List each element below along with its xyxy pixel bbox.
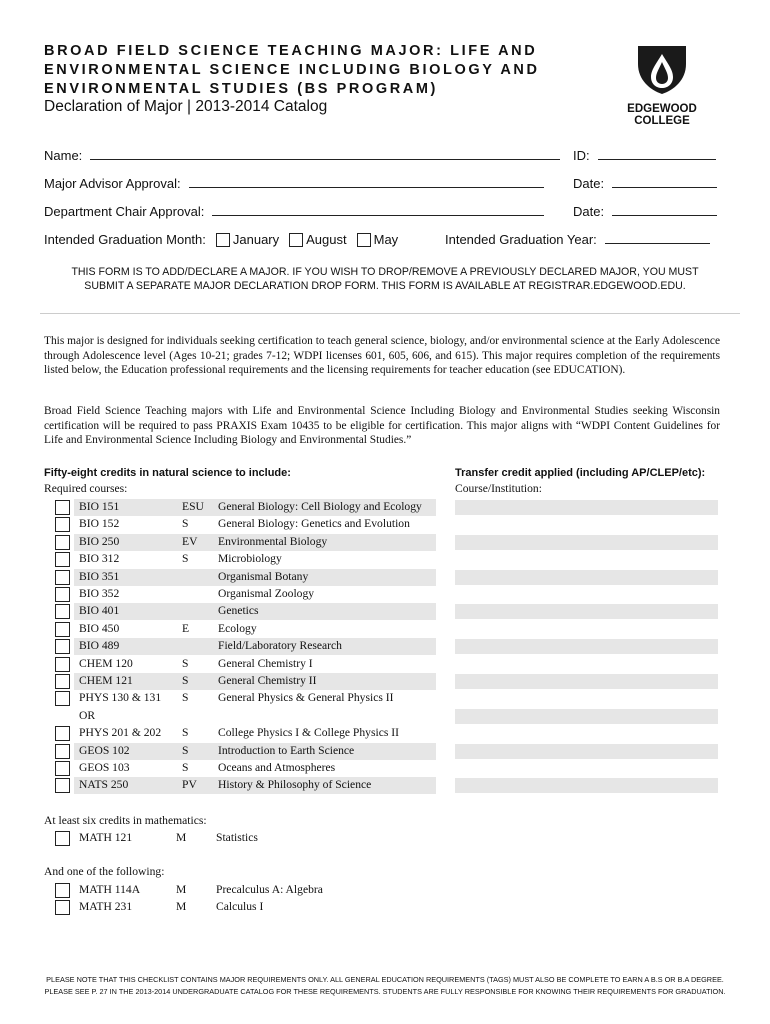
course-code: BIO 401 <box>79 604 120 618</box>
chair-line[interactable] <box>212 214 544 216</box>
course-code: OR <box>79 708 96 722</box>
course-row <box>44 690 436 707</box>
transfer-credit-line[interactable] <box>455 744 718 759</box>
footer-line: PLEASE SEE P. 27 IN THE 2013-2014 UNDERGRADUATE CATALOG FOR THESE REQUIREMENTS. STUDENTS ARE FULLY RESPONSIBLE FOR KNOWING THEIR REQUIREMENTS FOR GRADUATION. <box>44 987 726 996</box>
may-checkbox[interactable] <box>357 233 371 247</box>
math-choice-heading: And one of the following: <box>44 865 165 878</box>
course-code: NATS 250 <box>79 778 129 792</box>
course-tag: EV <box>182 534 198 548</box>
transfer-credit-line[interactable] <box>455 517 718 532</box>
course-code: MATH 114A <box>79 883 141 896</box>
course-checkbox[interactable] <box>55 883 70 898</box>
course-name: Introduction to Earth Science <box>218 743 355 757</box>
course-row <box>44 777 436 794</box>
course-code: BIO 151 <box>79 500 120 513</box>
notice-line: SUBMIT A SEPARATE MAJOR DECLARATION DROP FORM. THIS FORM IS AVAILABLE AT REGISTRAR.EDGEWOOD.EDU. <box>84 280 686 292</box>
course-code: MATH 121 <box>79 831 133 844</box>
course-code: PHYS 130 & 131 <box>79 691 162 705</box>
transfer-credit-line[interactable] <box>455 674 718 689</box>
course-code: BIO 312 <box>79 552 120 566</box>
course-checkbox[interactable] <box>55 587 70 602</box>
course-code: BIO 152 <box>79 517 120 531</box>
course-checkbox[interactable] <box>55 552 70 567</box>
course-code: GEOS 103 <box>79 761 130 774</box>
course-name: Ecology <box>218 621 257 635</box>
divider <box>40 313 740 314</box>
course-name: Precalculus A: Algebra <box>216 883 323 896</box>
course-tag: S <box>182 691 189 705</box>
course-name: Microbiology <box>218 552 282 566</box>
course-name: General Biology: Cell Biology and Ecology <box>218 500 422 513</box>
transfer-credit-line[interactable] <box>455 587 718 602</box>
course-name: Organismal Botany <box>218 569 309 583</box>
course-checkbox[interactable] <box>55 535 70 550</box>
course-name: General Chemistry I <box>218 656 313 670</box>
graduation-year-label: Intended Graduation Year: <box>445 232 597 247</box>
course-checkbox[interactable] <box>55 761 70 776</box>
course-row <box>44 638 436 655</box>
transfer-credit-line[interactable] <box>455 570 718 585</box>
course-tag: S <box>182 552 189 566</box>
course-tag: M <box>176 883 187 896</box>
course-tag: S <box>182 726 189 740</box>
course-checkbox[interactable] <box>55 691 70 706</box>
transfer-heading: Transfer credit applied (including AP/CLEP/etc): <box>455 467 706 479</box>
college-name: EDGEWOOD COLLEGE <box>627 103 697 127</box>
certification-paragraph: Broad Field Science Teaching majors with Life and Environmental Science Including Biology and Environmental Studies seeking Wisconsin certification will be required to pass PRAXIS Exam 10435 to be eligible for certification. This major aligns with “WDPI Content Guidelines for Life and Environmental Science Including Biology and Environmental Studies.” <box>44 405 720 446</box>
course-row <box>44 603 436 620</box>
chair-field[interactable] <box>44 204 544 219</box>
transfer-credit-line[interactable] <box>455 726 718 741</box>
course-checkbox[interactable] <box>55 604 70 619</box>
course-row <box>44 673 436 690</box>
footer-note <box>20 974 750 998</box>
name-label: Name: <box>44 148 83 163</box>
college-logo <box>600 42 724 127</box>
transfer-credit-line[interactable] <box>455 552 718 567</box>
transfer-credit-line[interactable] <box>455 778 718 793</box>
transfer-credit-line[interactable] <box>455 709 718 724</box>
course-row <box>44 656 436 673</box>
course-name: General Chemistry II <box>218 674 317 687</box>
graduation-year-field[interactable] <box>445 232 710 247</box>
advisor-label: Major Advisor Approval: <box>44 176 181 191</box>
name-field[interactable] <box>44 148 560 163</box>
course-name: Statistics <box>216 831 258 844</box>
course-row <box>44 899 436 916</box>
august-checkbox[interactable] <box>289 233 303 247</box>
graduation-month-field <box>44 232 398 247</box>
date-label: Date: <box>573 204 605 219</box>
course-tag: S <box>182 674 189 687</box>
course-name: Environmental Biology <box>218 534 328 548</box>
course-checkbox[interactable] <box>55 517 70 532</box>
course-checkbox[interactable] <box>55 900 70 915</box>
course-tag: M <box>176 900 187 914</box>
title-line: ENVIRONMENTAL SCIENCE INCLUDING BIOLOGY AND <box>44 62 540 78</box>
course-code: CHEM 120 <box>79 656 133 670</box>
course-code: MATH 231 <box>79 900 133 914</box>
transfer-credit-line[interactable] <box>455 761 718 776</box>
course-row <box>44 551 436 568</box>
course-checkbox[interactable] <box>55 726 70 741</box>
course-code: CHEM 121 <box>79 674 133 687</box>
course-name: Oceans and Atmospheres <box>218 761 336 774</box>
id-label: ID: <box>573 148 590 163</box>
notice-line: THIS FORM IS TO ADD/DECLARE A MAJOR. IF YOU WISH TO DROP/REMOVE A PREVIOUSLY DECLARED MAJOR, YOU MUST <box>71 266 699 278</box>
course-name: General Physics & General Physics II <box>218 691 394 705</box>
course-tag: S <box>182 656 189 670</box>
title-line: ENVIRONMENTAL STUDIES (BS PROGRAM) <box>44 81 438 97</box>
form-subtitle: Declaration of Major | 2013-2014 Catalog <box>44 98 328 115</box>
chair-date-line[interactable] <box>612 214 717 216</box>
transfer-subheading: Course/Institution: <box>455 482 542 495</box>
course-name: Field/Laboratory Research <box>218 639 342 653</box>
course-checkbox[interactable] <box>55 831 70 846</box>
course-checkbox[interactable] <box>55 639 70 654</box>
intro-paragraph: This major is designed for individuals seeking certification to teach general science, biology, and/or environmental science at the Early Adolescence through Adolescence level (Ages 10-21; grades 7-12; WDPI licenses 601, 605, 606, and 615). This major requires completion of the requirements listed below, the Education professional requirements and the licensing requirements for teacher education (see EDUCATION). <box>44 335 720 376</box>
graduation-month-label: Intended Graduation Month: <box>44 232 206 247</box>
august-label: August <box>306 232 347 247</box>
name-line[interactable] <box>90 158 560 160</box>
transfer-credit-line[interactable] <box>455 691 718 706</box>
course-row <box>44 569 436 586</box>
course-tag: ESU <box>182 500 204 513</box>
id-field[interactable] <box>573 148 716 163</box>
math-heading: At least six credits in mathematics: <box>44 814 207 827</box>
science-heading: Fifty-eight credits in natural science to include: <box>44 467 291 479</box>
course-row <box>44 725 436 742</box>
course-row <box>44 882 436 899</box>
course-code: BIO 250 <box>79 534 120 548</box>
course-code: BIO 351 <box>79 569 120 583</box>
footer-line: PLEASE NOTE THAT THIS CHECKLIST CONTAINS MAJOR REQUIREMENTS ONLY. ALL GENERAL EDUCATION REQUIREMENTS (TAGS) MUST ALSO BE COMPLETE TO EARN A B.S OR B.A DEGREE. <box>46 975 724 984</box>
course-row <box>44 499 436 516</box>
course-code: BIO 489 <box>79 639 120 653</box>
chair-label: Department Chair Approval: <box>44 204 205 219</box>
id-line[interactable] <box>598 158 716 160</box>
course-tag: S <box>182 761 189 774</box>
course-name: Calculus I <box>216 900 264 914</box>
course-row <box>44 586 436 603</box>
course-row <box>44 621 436 638</box>
course-checkbox[interactable] <box>55 500 70 515</box>
january-checkbox[interactable] <box>216 233 230 247</box>
course-name: Organismal Zoology <box>218 587 315 600</box>
transfer-credit-line[interactable] <box>455 657 718 672</box>
shield-icon <box>634 42 690 96</box>
transfer-credit-line[interactable] <box>455 500 718 515</box>
course-name: History & Philosophy of Science <box>218 778 372 792</box>
course-code: GEOS 102 <box>79 743 130 757</box>
title-line: BROAD FIELD SCIENCE TEACHING MAJOR: LIFE AND <box>44 43 538 59</box>
course-code: BIO 450 <box>79 621 120 635</box>
advisor-date-line[interactable] <box>612 186 717 188</box>
transfer-credit-line[interactable] <box>455 639 718 654</box>
declaration-notice <box>40 265 730 293</box>
transfer-credit-line[interactable] <box>455 604 718 619</box>
row-background <box>74 708 436 725</box>
advisor-field[interactable] <box>44 176 544 191</box>
date-label: Date: <box>573 176 605 191</box>
course-row <box>44 760 436 777</box>
january-label: January <box>232 232 280 247</box>
course-row <box>44 534 436 551</box>
course-checkbox[interactable] <box>55 674 70 689</box>
course-name: General Biology: Genetics and Evolution <box>218 517 410 531</box>
course-checkbox[interactable] <box>55 778 70 793</box>
course-checkbox[interactable] <box>55 744 70 759</box>
transfer-credit-line[interactable] <box>455 535 718 550</box>
course-row <box>44 743 436 760</box>
course-tag: M <box>176 831 187 844</box>
course-code: BIO 352 <box>79 587 120 600</box>
course-tag: PV <box>182 778 197 792</box>
course-checkbox[interactable] <box>55 657 70 672</box>
form-title <box>44 42 564 99</box>
course-tag: S <box>182 517 189 531</box>
course-tag: E <box>182 621 190 635</box>
course-row <box>44 830 436 847</box>
course-row <box>44 516 436 533</box>
course-checkbox[interactable] <box>55 570 70 585</box>
transfer-credit-line[interactable] <box>455 622 718 637</box>
course-code: PHYS 201 & 202 <box>79 726 162 740</box>
course-name: Genetics <box>218 604 259 618</box>
required-courses-label: Required courses: <box>44 482 128 495</box>
chair-date-field[interactable] <box>573 204 717 219</box>
advisor-line[interactable] <box>189 186 544 188</box>
course-tag: S <box>182 743 189 757</box>
course-name: College Physics I & College Physics II <box>218 726 399 740</box>
may-label: May <box>373 232 399 247</box>
graduation-year-line[interactable] <box>605 242 710 244</box>
course-checkbox[interactable] <box>55 622 70 637</box>
advisor-date-field[interactable] <box>573 176 717 191</box>
course-row <box>44 708 436 725</box>
